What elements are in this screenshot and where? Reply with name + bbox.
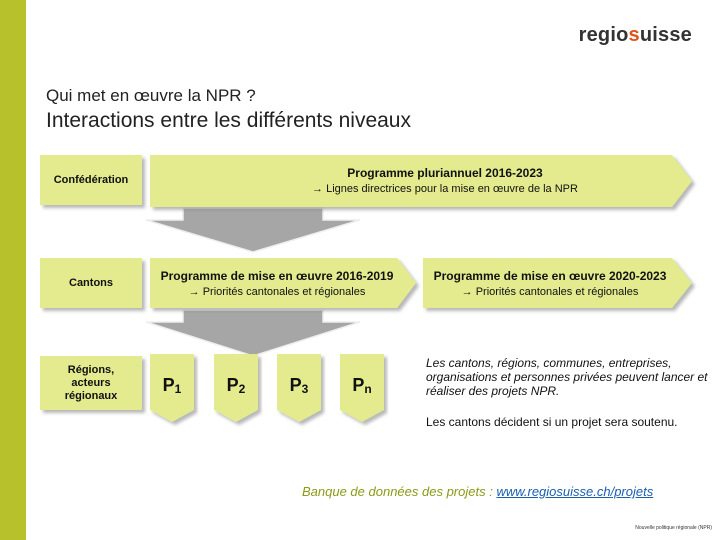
level-label-regions: Régions, acteurs régionaux (64, 363, 118, 402)
project-database-link[interactable]: www.regiosuisse.ch/projets (496, 484, 654, 499)
cantonal-program-detail: → Priorités cantonales et régionales (188, 286, 366, 298)
project-label-n: P $_n$ (352, 374, 372, 396)
federal-program-heading: Programme pluriannuel 2016-2023 (347, 166, 543, 180)
project-label-3: P $_3$ (289, 374, 309, 396)
decision-note: Les cantons décident si un projet sera soutenu. (426, 415, 678, 429)
federal-program-detail: → Lignes directrices pour la mise en œuvre de la NPR (312, 183, 578, 195)
down-arrow-federal-to-cantons (146, 208, 360, 252)
cantonal-program-heading: Programme de mise en œuvre 2016-2019 (160, 269, 394, 283)
level-label-cantons: Cantons (69, 276, 113, 289)
project-label-2: P $_2$ (226, 374, 246, 396)
footer-caption: Nouvelle politique régionale (NPR) (635, 525, 712, 531)
page-subtitle: Qui met en œuvre la NPR ? (46, 86, 256, 105)
cantonal-program-text-1 (152, 268, 402, 300)
down-arrow-cantons-to-projects (146, 310, 360, 356)
page-title: Interactions entre les différents niveaux (46, 109, 411, 132)
level-label-federal: Confédération (53, 173, 129, 186)
regiosuisse-logo: regiosuisse (578, 24, 692, 46)
cantonal-program-detail: → Priorités cantonales et régionales (461, 286, 639, 298)
federal-program-text (230, 165, 660, 197)
project-database: Banque de données des projets : www.regiosuisse.ch/projets (302, 484, 654, 499)
cantonal-program-heading: Programme de mise en œuvre 2020-2023 (433, 269, 667, 283)
implementers-note: Les cantons, régions, communes, entreprises, organisations et personnes privées peuvent lancer et réaliser des projets NPR. (426, 356, 708, 398)
cantonal-program-text-2 (425, 268, 675, 300)
project-label-1: P $_1$ (162, 374, 182, 396)
